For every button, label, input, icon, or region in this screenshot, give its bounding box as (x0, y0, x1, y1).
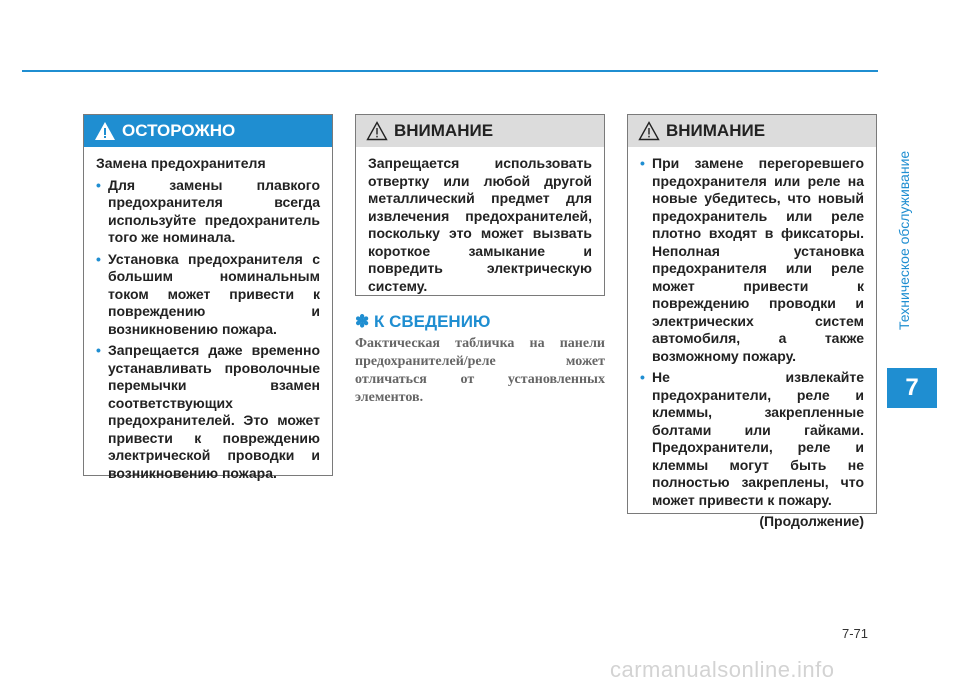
asterisk-icon: ✽ (355, 312, 370, 331)
chapter-number-badge: 7 (887, 368, 937, 408)
watermark: carmanualsonline.info (610, 657, 835, 682)
bullet-dot-icon: • (96, 176, 101, 193)
caution-box-list (640, 155, 864, 509)
caution-box-tools (355, 114, 605, 296)
caution-box-install (627, 114, 877, 529)
caution-triangle-icon (366, 121, 388, 141)
list-item: • Для замены плавкого предохранителя всегда используйте предохранитель того же номинала. (96, 176, 320, 245)
list-item: • Установка предохранителя с большим номинальным током может привести к повреждению и возникновению пожара. (96, 250, 320, 337)
header-rule (22, 70, 878, 72)
warning-box-title: ОСТОРОЖНО (122, 121, 236, 140)
continued-label: (Продолжение) (759, 513, 864, 529)
page-number: 7-71 (842, 626, 869, 641)
warning-box-header (84, 115, 332, 147)
warning-box-body (84, 147, 332, 494)
list-item: • Запрещается даже временно устанавливать проволочные перемычки взамен соответствующих предохранителей. Это может привести к повреждению электрической проводки и возникновению пожара. (96, 342, 320, 481)
caution-box-title: ВНИМАНИЕ (666, 121, 766, 140)
list-item: • Не извлекайте предохранители, реле и клеммы, закрепленные болтами или гайками. Предохранители, реле и клеммы могут быть не полностью закреплены, что может привести к пожару. (640, 369, 864, 508)
bullet-dot-icon: • (640, 369, 645, 385)
warning-box (83, 114, 333, 481)
info-title: К СВЕДЕНИЮ (373, 312, 491, 331)
bullet-dot-icon: • (96, 250, 101, 267)
caution-box-body (356, 147, 604, 307)
caution-box-title: ВНИМАНИЕ (394, 121, 494, 140)
section-tab-label: Техническое обслуживание (896, 150, 912, 330)
info-text: Фактическая табличка на панели предохранителей/реле может отличаться от установленных элементов. (355, 336, 605, 405)
warning-box-list (96, 177, 320, 483)
bullet-dot-icon: • (96, 342, 101, 358)
bullet-dot-icon: • (640, 155, 645, 171)
warning-triangle-icon (94, 121, 116, 141)
caution-box-header (356, 115, 604, 147)
caution-box-text: Запрещается использовать отвертку или любой другой металлический предмет для извлечения предохранителей, поскольку это может вызвать короткое замыкание и повредить электрическую систему. (368, 155, 592, 294)
list-item: • При замене перегоревшего предохранителя или реле на новые убедитесь, что новый предохранитель или реле плотно входят в фиксаторы. Неполная установка предохранителя или реле может привести к повреждению проводки и электрических систем автомобиля, а также возможному пожару. (640, 155, 864, 364)
info-heading (355, 312, 490, 332)
caution-box-body (628, 147, 876, 539)
caution-box-header (628, 115, 876, 147)
caution-triangle-icon (638, 121, 660, 141)
warning-box-intro: Замена предохранителя (96, 155, 266, 171)
